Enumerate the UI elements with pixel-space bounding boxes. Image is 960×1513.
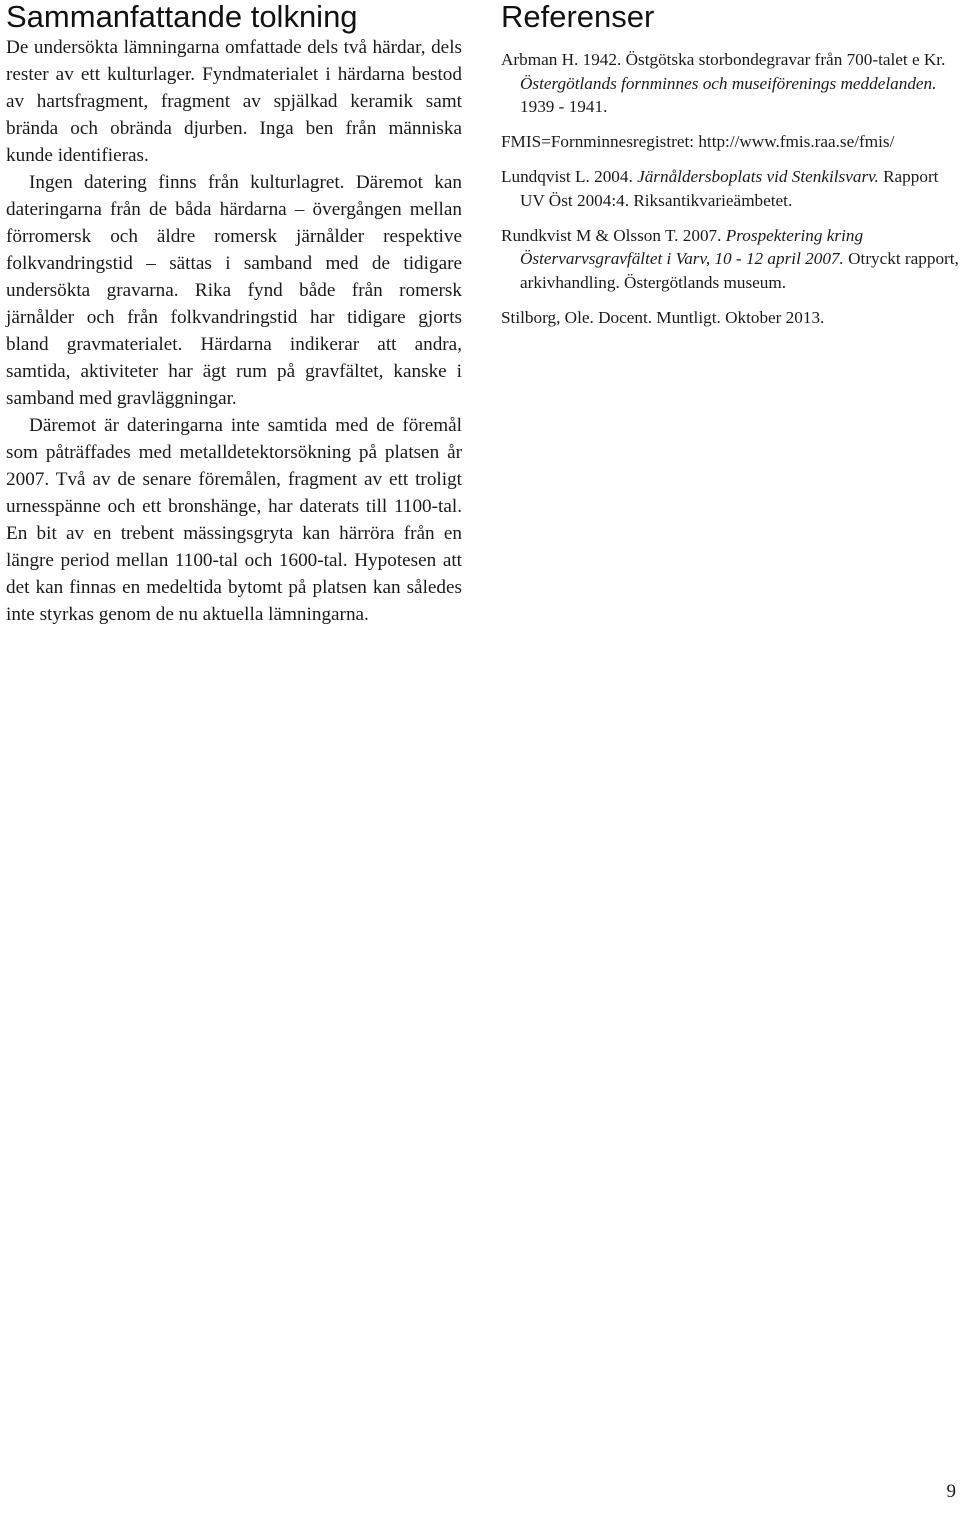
reference-item: Lundqvist L. 2004. Järnåldersboplats vid Stenkilsvarv. Rapport UV Öst 2004:4. Riksantikvarieämbetet. bbox=[501, 167, 939, 210]
summary-column bbox=[6, 0, 462, 628]
summary-paragraph-3: Däremot är dateringarna inte samtida med de föremål som påträffades med metalldetektorsökning på platsen år 2007. Två av de senare föremålen, fragment av ett troligt urnesspänne och ett bronshänge, har daterats till 1100-tal. En bit av en trebent mässingsgryta kan härröra från en längre period mellan 1100-tal och 1600-tal. Hypotesen att det kan finnas en medeltida bytomt på platsen kan således inte styrkas genom de nu aktuella lämningarna. bbox=[6, 415, 462, 625]
references-column bbox=[501, 0, 960, 341]
page-number: 9 bbox=[946, 1481, 956, 1502]
reference-item: Stilborg, Ole. Docent. Muntligt. Oktober 2013. bbox=[501, 307, 825, 327]
summary-paragraph-1: De undersökta lämningarna omfattade dels två härdar, dels rester av ett kulturlager. Fyndmaterialet i härdarna bestod av hartsfragment, fragment av spjälkad keramik samt brända och obrända djurben. Inga ben från människa kunde identifieras. bbox=[6, 37, 462, 166]
summary-heading: Sammanfattande tolkning bbox=[6, 0, 358, 34]
reference-item: Rundkvist M & Olsson T. 2007. Prospektering kring Östervarvsgravfältet i Varv, 10 - 12 april 2007. Otryckt rapport, arkivhandling. Östergötlands museum. bbox=[501, 225, 959, 292]
summary-paragraph-2: Ingen datering finns från kulturlagret. Däremot kan dateringarna från de båda härdarna – övergången mellan förromersk och äldre romersk järnålder respektive folkvandringstid – sättas i samband med de tidigare undersökta gravarna. Rika fynd både från romersk järnålder och från folkvandringstid har tidigare gjorts bland gravmaterialet. Härdarna indikerar att andra, samtida, aktiviteter har ägt rum på gravfältet, kanske i samband med gravläggningar. bbox=[6, 172, 462, 409]
reference-item: Arbman H. 1942. Östgötska storbondegravar från 700-talet e Kr. Östergötlands fornminnes och museiförenings meddelanden. 1939 - 1941. bbox=[501, 50, 946, 116]
references-heading: Referenser bbox=[501, 0, 655, 34]
reference-item: FMIS=Fornminnesregistret: http://www.fmis.raa.se/fmis/ bbox=[501, 132, 895, 151]
